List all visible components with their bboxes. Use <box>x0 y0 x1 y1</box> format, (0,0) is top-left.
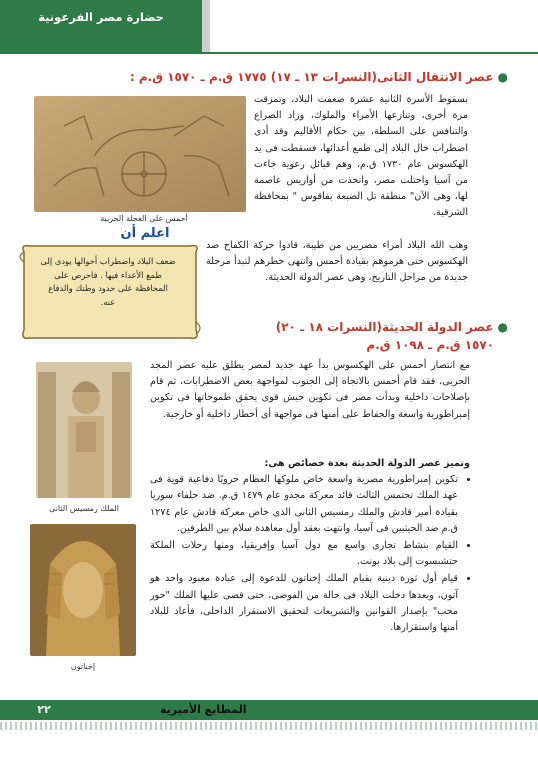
features-list <box>150 472 470 636</box>
section1-paragraph-top-text: بسقوط الأسرة الثانية عشرة ضعفت البلاد، وتمزقت مرة أخرى، وتنازعها الأمراء والملوك، وزاد الصراع والتنافس على السلطة، بين حكام الأقاليم وقد أدى اضطراب حال البلاد إلى طمع أعدائها، فسقطت فى يد الهكسوس عام ١٧٣٠ ق.م، وهم قبائل رعوية جاءت من آسيا واحتلت مصر، واتخذت من أواريس عاصمة لها، وهى الآن" منطقة تل الضبعة بفاقوس " بمحافظة الشرقية. <box>254 94 468 219</box>
section2-features <box>150 456 470 637</box>
ramses-caption: الملك رمسيس الثانى <box>48 504 120 513</box>
footer-band <box>0 700 538 720</box>
ramses-statue-image <box>36 362 132 498</box>
akhenaten-statue-image <box>30 524 136 656</box>
header-stripe <box>202 0 210 52</box>
page-number: ٢٢ <box>37 703 51 716</box>
section2-dates: ١٥٧٠ ق.م ـ ١٠٩٨ ق.م <box>366 338 494 352</box>
features-title: وتميز عصر الدولة الحديثة بعدة خصائص هى: <box>264 458 470 469</box>
feature-item-religion: • قيام أول ثورة دينية بقيام الملك إخناتون للدعوة إلى عبادة معبود واحد هو آتون، وبعدها دخلت البلاد فى حالة من الفوضى، حتى قضى عليها الملك "حور محب" بإصدار القوانين والتشريعات لتحقيق الاستقرار الداخلى، فأعاد للبلاد أمنها واستقرارها. <box>150 571 458 636</box>
bullet-icon: ● <box>497 70 508 84</box>
section1-paragraph-top <box>254 92 468 222</box>
feature-item-empire: • تكوين إمبراطورية مصرية واسعة خاض ملوكها العظام حروبًا دفاعية قوية فى عهد الملك تحتمس الثالث قائد معركة مجدو عام ١٤٧٩ ق.م. ضد حلفاء سوريا بقيادة أمير قادش والملك رمسيس الثانى الذى خاض معركة قادش عام ١٢٧٤ ق.م ضد الحيثيين فى آسيا، وانتهت بعقد أول معاهدة سلام بين الطرفين. <box>150 472 458 537</box>
learn-box-title: اعلم أن <box>120 226 170 241</box>
section2-intro <box>150 358 470 423</box>
section1-paragraph-bottom <box>206 238 468 287</box>
footer-dots <box>0 722 538 730</box>
bullet-icon: ● <box>497 320 508 334</box>
section-heading-text: عصر الانتقال الثانى(النسرات ١٣ ـ ١٧) ١٧٧٥ ق.م ـ ١٥٧٠ ق.م : <box>129 70 494 84</box>
section2-heading-text: عصر الدولة الحديثة(النسرات ١٨ ـ ٢٠) <box>275 320 494 334</box>
chapter-title: حضارة مصر الفرعونية <box>38 10 164 24</box>
section-heading-second-intermediate <box>130 70 508 84</box>
section-heading-new-kingdom <box>276 320 508 334</box>
feature-item-trade: • القيام بنشاط تجارى واسع مع دول آسيا وإفريقيا، ومنها رحلات الملكة حتشبسوت إلى بلاد بونت. <box>150 538 458 570</box>
section2-intro-text: مع انتصار أحمس على الهكسوس بدأ عهد جديد لمصر يطلق عليه عصر المجد الحربى، فقد قام أحمس بالاتجاه إلى الجنوب لمواجهة بعض الاضطرابات، ثم قام بإصلاحات داخلية وبدأت مصر فى تكوين جيش قوى يحقق طموحاتها فى تكوين إمبراطورية واسعة والحفاظ على أمنها فى مواجهة أى أخطار داخلية أو خارجية. <box>150 360 470 420</box>
chapter-header-band <box>0 0 202 52</box>
chariot-relief-image <box>34 96 246 212</box>
learn-box-text: ضعف البلاد واضطراب أحوالها يودى إلى طمع الأعداء فيها . فاحرص على المحافظة على حدود وطنك والدفاع عنه. <box>40 256 176 307</box>
publisher-name: المطابع الأميرية <box>160 703 247 716</box>
chariot-caption: أحمس على العجلة الحربية <box>100 214 188 223</box>
header-rule <box>0 52 538 54</box>
section1-paragraph-bottom-text: وهب الله البلاد أمراء مصريين من طيبة، قادوا حركة الكفاح ضد الهكسوس حتى هزموهم بقيادة أحمس وانتهى خطرهم لتبدأ مرحلة جديدة من مراحل التاريخ، وهى عصر الدولة الحديثة. <box>206 240 468 284</box>
akhenaten-caption: إخناتون <box>70 662 96 671</box>
